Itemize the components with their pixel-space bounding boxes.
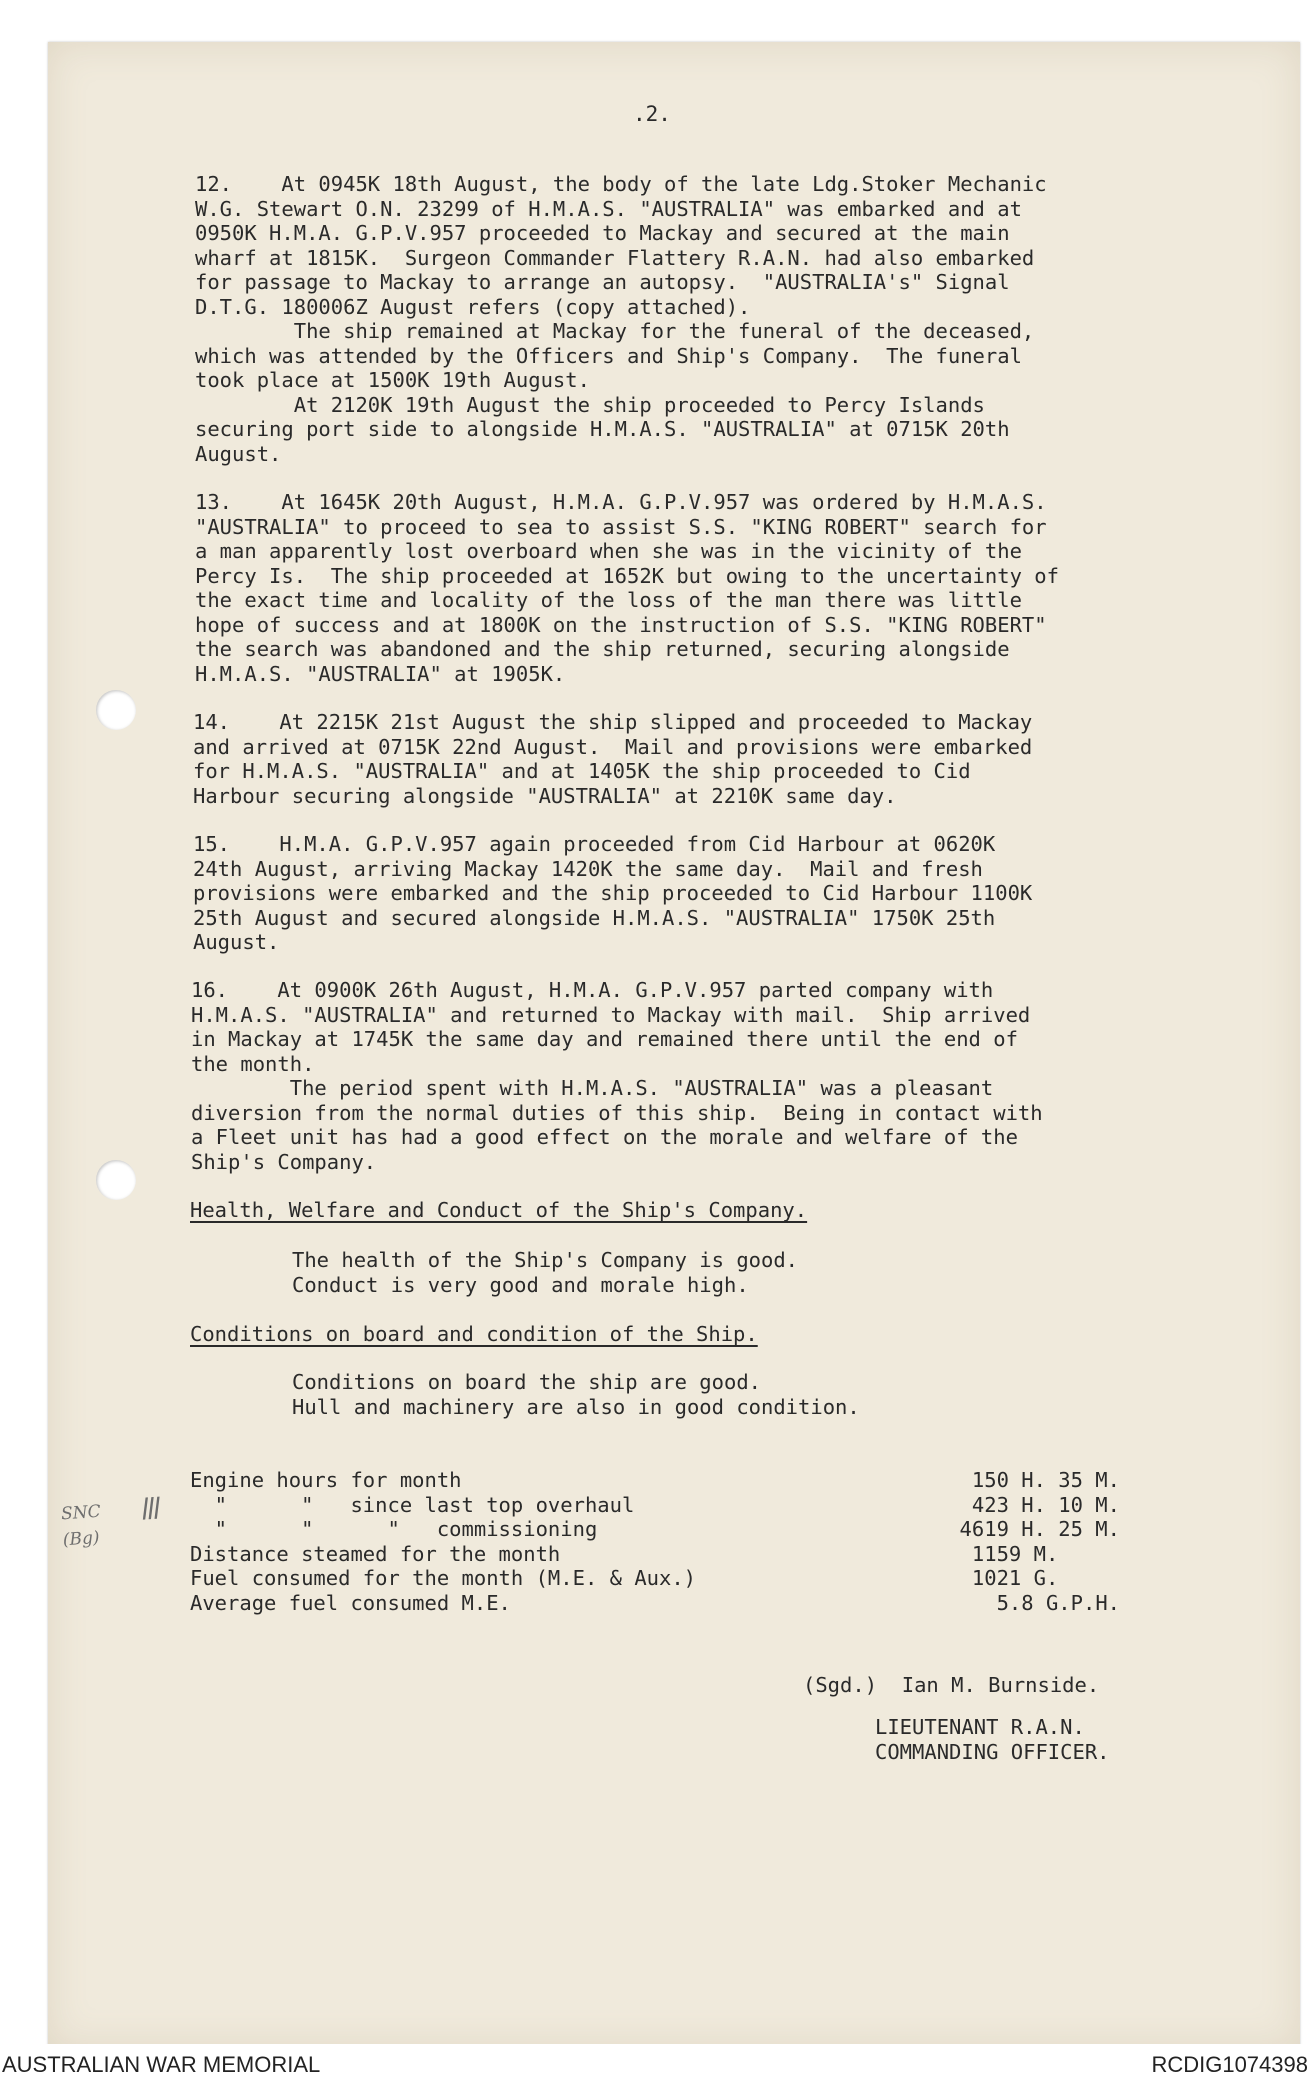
paragraph-15: 15. H.M.A. G.P.V.957 again proceeded from Cid Harbour at 0620K 24th August, arriving Mackay 1420K the same day. Mail and fresh provisions were embarked and the ship proceeded to Cid Harbour 1100K 25th August and secured alongside H.M.A.S. "AUSTRALIA" 1750K 25th August. — [193, 832, 1033, 954]
engine-statistics-values: 150 H. 35 M. 423 H. 10 M. 4619 H. 25 M. 1159 M. 1021 G. 5.8 G.P.H. — [959, 1468, 1120, 1615]
footer-institution: AUSTRALIAN WAR MEMORIAL — [2, 2052, 321, 2077]
punch-hole — [96, 690, 136, 730]
paragraph-13: 13. At 1645K 20th August, H.M.A. G.P.V.957 was ordered by H.M.A.S. "AUSTRALIA" to proceed to sea to assist S.S. "KING ROBERT" search for a man apparently lost overboard when she was in the vicinity of the Percy Is. The ship proceeded at 1652K but owing to the uncertainty of the exact time and locality of the loss of the man there was little hope of success and at 1800K on the instruction of S.S. "KING ROBERT" the search was abandoned and the ship returned, securing alongside H.M.A.S. "AUSTRALIA" at 1905K. — [195, 490, 1059, 686]
pencil-margin-annotation — [60, 1491, 160, 1554]
conditions-heading: Conditions on board and condition of the Ship. — [190, 1322, 758, 1346]
pencil-tick-marks: ǀǁ — [139, 1491, 160, 1528]
paragraph-16: 16. At 0900K 26th August, H.M.A. G.P.V.957 parted company with H.M.A.S. "AUSTRALIA" and returned to Mackay with mail. Ship arrived in Mackay at 1745K the same day and remained there until the end of the month. The period spent with H.M.A.S. "AUSTRALIA" was a pleasant diversion from the normal duties of this ship. Being in contact with a Fleet unit has had a good effect on the morale and welfare of the Ship's Company. — [191, 978, 1043, 1174]
pencil-note: SNC (Bg) — [60, 1501, 102, 1551]
paragraph-14: 14. At 2215K 21st August the ship slipped and proceeded to Mackay and arrived at 0715K 22nd August. Mail and provisions were embarked for H.M.A.S. "AUSTRALIA" and at 1405K the ship proceeded to Cid Harbour securing alongside "AUSTRALIA" at 2210K same day. — [193, 710, 1033, 808]
signature-rank: LIEUTENANT R.A.N. COMMANDING OFFICER. — [875, 1715, 1110, 1764]
conditions-body: Conditions on board the ship are good. Hull and machinery are also in good condition. — [292, 1370, 860, 1419]
punch-hole — [96, 1160, 136, 1200]
health-heading: Health, Welfare and Conduct of the Ship's Company. — [190, 1198, 808, 1222]
page-number: .2. — [633, 102, 671, 126]
signature-line: (Sgd.) Ian M. Burnside. — [803, 1673, 1100, 1697]
archive-footer — [0, 2044, 1316, 2082]
footer-record-id: RCDIG1074398 — [1151, 2052, 1308, 2077]
engine-statistics-labels: Engine hours for month " " since last top overhaul " " " commissioning Distance steamed for the month Fuel consumed for the month (M.E. & Aux.) Average fuel consumed M.E. — [190, 1468, 697, 1615]
paragraph-12: 12. At 0945K 18th August, the body of the late Ldg.Stoker Mechanic W.G. Stewart O.N. 23299 of H.M.A.S. "AUSTRALIA" was embarked and at 0950K H.M.A. G.P.V.957 proceeded to Mackay and secured at the main wharf at 1815K. Surgeon Commander Flattery R.A.N. had also embarked for passage to Mackay to arrange an autopsy. "AUSTRALIA's" Signal D.T.G. 180006Z August refers (copy attached). The ship remained at Mackay for the funeral of the deceased, which was attended by the Officers and Ship's Company. The funeral took place at 1500K 19th August. At 2120K 19th August the ship proceeded to Percy Islands securing port side to alongside H.M.A.S. "AUSTRALIA" at 0715K 20th August. — [195, 172, 1047, 466]
health-body: The health of the Ship's Company is good. Conduct is very good and morale high. — [292, 1248, 799, 1297]
